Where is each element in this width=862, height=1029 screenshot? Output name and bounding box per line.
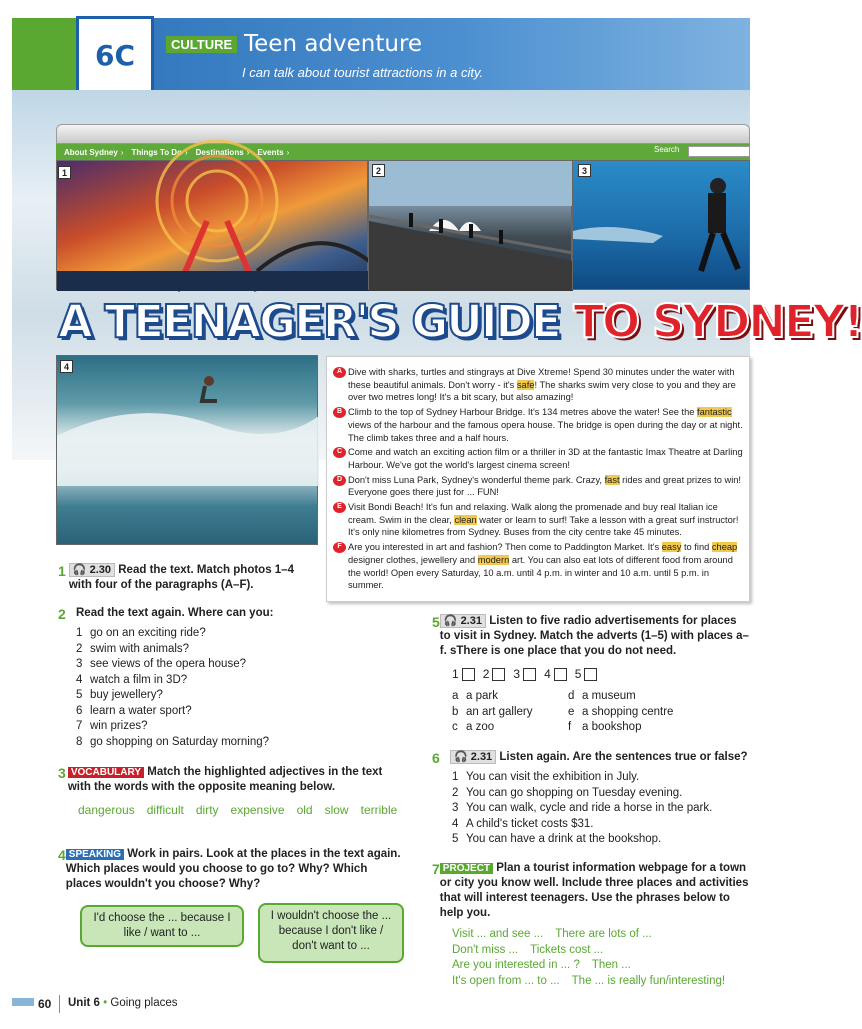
phrase: There are lots of ... xyxy=(555,928,652,940)
audio-track[interactable] xyxy=(450,750,496,764)
exercise-7 xyxy=(432,861,750,989)
paragraph-text: Don't miss Luna Park, Sydney's wonderful theme park. Crazy, fast rides and great prizes to win! Everyone goes there just for ... FUN! xyxy=(348,474,742,498)
exercise-2 xyxy=(58,606,318,750)
phrase: Are you interested in ... ? xyxy=(452,959,580,971)
item-text: You can visit the exhibition in July. xyxy=(466,771,640,783)
vocabulary-word: slow xyxy=(324,803,349,817)
surfer-illustration xyxy=(57,356,319,546)
place-text: a zoo xyxy=(466,721,495,734)
place-text: a bookshop xyxy=(582,721,642,734)
exercise-number: 1 xyxy=(58,563,66,579)
phrase-row xyxy=(452,943,750,959)
vocabulary-tag: VOCABULARY xyxy=(68,767,144,778)
item-text: watch a film in 3D? xyxy=(90,673,188,686)
photo-diver-shark xyxy=(572,160,750,290)
webpage-nav xyxy=(56,144,750,160)
places-list-right xyxy=(568,689,673,736)
place-letter: c xyxy=(452,721,458,734)
place-text: an art gallery xyxy=(466,705,533,718)
list-item xyxy=(76,673,318,689)
audio-track[interactable] xyxy=(440,614,486,628)
chevron-right-icon: › xyxy=(184,147,188,157)
item-number: 4 xyxy=(76,673,83,686)
exercise-4-instruction: Work in pairs. Look at the places in the text again. Which places would you choose to go to? Why? Which places wouldn't you choose? Why? xyxy=(65,848,401,890)
paragraph-text: Dive with sharks, turtles and stingrays at Dive Xtreme! Spend 30 minutes under the water with these beautiful animals. Don't worry - it's safe! The sharks swim very close to you and they are over two metres long! It's a bit scary, but also amazing! xyxy=(348,367,736,403)
header-green-stripe xyxy=(12,18,76,90)
place-option xyxy=(568,720,673,736)
item-number: 4 xyxy=(452,817,459,830)
place-option xyxy=(452,705,568,721)
paragraph-letter: F xyxy=(333,542,346,553)
paragraph-letter: D xyxy=(333,475,346,486)
item-number: 3 xyxy=(76,658,83,670)
audio-track[interactable] xyxy=(69,563,115,577)
answer-number: 1 xyxy=(452,667,459,681)
list-item xyxy=(76,735,318,751)
exercise-3-instruction: Match the highlighted adjectives in the text with the words with the opposite meaning below. xyxy=(67,766,383,793)
phrase-row xyxy=(452,927,750,943)
luna-park-illustration xyxy=(57,161,369,291)
phrase: Tickets cost ... xyxy=(530,943,604,956)
exercise-5 xyxy=(432,614,750,736)
item-number: 2 xyxy=(76,642,83,655)
vocabulary-word: dangerous xyxy=(78,803,135,817)
photo-number-4: 4 xyxy=(60,360,73,373)
list-item xyxy=(452,832,750,848)
place-option xyxy=(568,689,673,705)
answer-number: 2 xyxy=(482,667,490,681)
footer-divider xyxy=(59,995,60,1013)
answer-box[interactable] xyxy=(492,668,505,681)
place-option xyxy=(452,689,568,705)
paragraph-text: Visit Bondi Beach! It's fun and relaxing. Walk along the promenade and buy real Italian ice cream. Swim in the clear, clean water or learn to surf! Take a lesson with a great surf instructor! It's only nine kilometres from Sydney. Buses from the city centre take 45 minutes. xyxy=(348,502,739,538)
item-text: You can have a drink at the bookshop. xyxy=(466,833,662,845)
highlighted-adjective: safe xyxy=(516,379,535,390)
exercise-number: 7 xyxy=(432,861,440,877)
phrase: Then ... xyxy=(591,959,631,971)
search-input[interactable] xyxy=(688,146,750,157)
answer-box[interactable] xyxy=(554,668,567,681)
item-text: win prizes? xyxy=(90,720,148,732)
list-item xyxy=(76,626,318,642)
item-number: 6 xyxy=(76,704,83,717)
phrase-row xyxy=(452,958,750,974)
answer-number: 3 xyxy=(513,667,521,681)
paragraph-b xyxy=(333,406,743,444)
guide-title-white: A TEENAGER'S GUIDE xyxy=(58,295,560,348)
guide-title xyxy=(58,292,862,352)
place-letter: e xyxy=(568,705,575,718)
photo-number-1: 1 xyxy=(58,166,71,179)
exercise-number: 5 xyxy=(432,614,440,630)
answer-boxes xyxy=(452,667,750,681)
item-number: 8 xyxy=(76,735,83,748)
phrase: The ... is really fun/interesting! xyxy=(571,974,726,987)
vocabulary-words xyxy=(78,801,398,819)
exercise-1 xyxy=(58,563,318,593)
exercise-6 xyxy=(432,750,750,848)
exercise-5-instruction: Listen to five radio advertisements for places to visit in Sydney. Match the adverts (1–5) with places a–f. sThere is one place that you do not need. xyxy=(439,615,749,657)
answer-box[interactable] xyxy=(462,668,475,681)
list-item xyxy=(76,688,318,704)
project-tag: PROJECT xyxy=(440,863,493,874)
speech-bubble-1: I'd choose the ... because I like / want to ... xyxy=(80,905,244,947)
phrase: It's open from ... to ... xyxy=(452,974,560,987)
chevron-right-icon: › xyxy=(246,147,250,157)
page-subtitle: I can talk about tourist attractions in a city. xyxy=(242,65,484,80)
exercise-4 xyxy=(58,847,403,892)
place-letter: b xyxy=(452,705,459,718)
item-text: You can go shopping on Tuesday evening. xyxy=(466,786,683,799)
item-text: see views of the opera house? xyxy=(90,658,246,670)
paragraph-text: Are you interested in art and fashion? Then come to Paddington Market. It's easy to find cheap designer clothes, jewellery and modern art. You can also eat lots of different food from around the world! Open every Saturday, 10 a.m. until 4 p.m. in winter and 10 a.m. until 5 p.m. in summer. xyxy=(348,542,738,591)
speech-bubble-2: I wouldn't choose the ... because I don't like / don't want to ... xyxy=(258,903,404,963)
exercise-1-text xyxy=(69,563,318,593)
place-option xyxy=(568,705,673,721)
phrase: Visit ... and see ... xyxy=(452,928,544,940)
vocabulary-word: dirty xyxy=(195,803,219,817)
place-letter: f xyxy=(568,721,572,734)
highlighted-adjective: fantastic xyxy=(697,407,732,418)
photo-surfer xyxy=(56,355,318,545)
paragraph-d xyxy=(333,474,743,499)
footer-bar xyxy=(12,998,34,1006)
photo-harbour-bridge xyxy=(368,160,572,290)
exercise-3 xyxy=(58,765,398,819)
list-item xyxy=(452,786,750,802)
item-text: learn a water sport? xyxy=(90,704,192,717)
item-text: buy jewellery? xyxy=(90,689,163,701)
highlighted-adjective: modern xyxy=(477,554,510,565)
useful-phrases xyxy=(452,927,750,989)
item-number: 2 xyxy=(452,786,459,799)
list-item xyxy=(452,770,750,786)
photo-number-2: 2 xyxy=(372,164,385,177)
item-text: go shopping on Saturday morning? xyxy=(90,735,270,748)
place-text: a museum xyxy=(582,690,636,703)
paragraph-letter: E xyxy=(333,502,346,513)
unit-section: Going places xyxy=(110,997,178,1009)
paragraph-text: Climb to the top of Sydney Harbour Bridge. It's 134 metres above the water! See the fantastic views of the harbour and the famous opera house. The bridge is open during the day or at night. The climb takes three and a half hours. xyxy=(348,407,743,443)
vocabulary-word: old xyxy=(296,803,313,817)
page-number: 60 xyxy=(38,997,52,1011)
exercise-2-list xyxy=(76,626,318,750)
unit-label: Unit 6 xyxy=(68,997,100,1009)
chevron-right-icon: › xyxy=(120,147,124,157)
item-text: A child's ticket costs $31. xyxy=(466,817,594,830)
item-number: 5 xyxy=(452,833,459,845)
item-number: 5 xyxy=(76,689,83,701)
browser-frame xyxy=(56,124,750,144)
list-item xyxy=(452,817,750,833)
item-text: You can walk, cycle and ride a horse in the park. xyxy=(466,802,713,814)
exercise-6-list xyxy=(452,770,750,848)
paragraph-letter: C xyxy=(333,447,346,458)
list-item xyxy=(76,657,318,673)
photo-luna-park xyxy=(56,160,368,290)
guide-title-red: TO SYDNEY! xyxy=(573,295,862,348)
page-title: Teen adventure xyxy=(244,31,423,57)
paragraph-c xyxy=(333,446,743,471)
exercise-number: 3 xyxy=(58,765,66,781)
vocabulary-word: difficult xyxy=(146,803,184,817)
highlighted-adjective: easy xyxy=(661,542,682,553)
diver-illustration xyxy=(573,161,751,291)
phrase: Don't miss ... xyxy=(452,943,519,956)
place-text: a shopping centre xyxy=(582,705,674,718)
places-list-left xyxy=(452,689,568,736)
item-number: 1 xyxy=(76,627,83,639)
footer-unit xyxy=(68,997,178,1009)
headphones-icon: 🎧 xyxy=(72,564,87,576)
paragraphs-box xyxy=(326,356,750,602)
exercise-number: 6 xyxy=(432,750,440,766)
vocabulary-word: terrible xyxy=(360,803,398,817)
lesson-number xyxy=(76,16,154,94)
answer-box[interactable] xyxy=(523,668,536,681)
place-option xyxy=(452,720,568,736)
answer-number: 5 xyxy=(574,667,582,681)
audio-track-number: 2.30 xyxy=(89,564,112,576)
lesson-label: 6C xyxy=(94,38,136,72)
list-item xyxy=(76,719,318,735)
list-item xyxy=(76,704,318,720)
nav-things-to-do[interactable]: Things To Do xyxy=(131,147,182,157)
footer-bullet: • xyxy=(103,997,108,1009)
harbour-bridge-illustration xyxy=(369,161,573,291)
vocabulary-word: expensive xyxy=(230,803,285,817)
audio-track-number: 2.31 xyxy=(460,615,482,627)
place-letter: d xyxy=(568,690,575,703)
headphones-icon: 🎧 xyxy=(454,751,468,763)
exercise-2-instruction: Read the text again. Where can you: xyxy=(76,607,274,619)
exercise-number: 2 xyxy=(58,606,66,622)
search-label: Search xyxy=(654,145,680,154)
speaking-tag: SPEAKING xyxy=(66,849,124,860)
exercise-6-instruction: Listen again. Are the sentences true or false? xyxy=(499,751,748,763)
chevron-right-icon: › xyxy=(286,147,290,157)
answer-number: 4 xyxy=(544,667,551,681)
highlighted-adjective: cheap xyxy=(711,542,738,553)
place-text: a park xyxy=(466,690,498,703)
phrase-row xyxy=(452,974,750,990)
paragraph-f xyxy=(333,541,743,592)
audio-track-number: 2.31 xyxy=(470,751,493,763)
item-number: 7 xyxy=(76,720,83,732)
paragraph-a xyxy=(333,366,743,404)
place-letter: a xyxy=(452,690,459,703)
item-number: 3 xyxy=(452,802,459,814)
highlighted-adjective: fast xyxy=(604,474,620,485)
paragraph-letter: A xyxy=(333,367,346,378)
exercise-number: 4 xyxy=(58,847,66,863)
paragraph-e xyxy=(333,501,743,539)
item-text: go on an exciting ride? xyxy=(90,627,206,639)
highlighted-adjective: clean xyxy=(454,514,477,525)
answer-box[interactable] xyxy=(584,668,597,681)
nav-about-sydney[interactable]: About Sydney xyxy=(64,147,118,157)
nav-events[interactable]: Events xyxy=(257,147,284,157)
exercise-1-instruction: Read the text. Match photos 1–4 with four of the paragraphs (A–F). xyxy=(68,564,294,591)
list-item xyxy=(76,642,318,658)
list-item xyxy=(452,801,750,817)
headphones-icon: 🎧 xyxy=(443,615,458,627)
culture-tag: CULTURE xyxy=(166,36,237,53)
exercise-7-instruction: Plan a tourist information webpage for a town or city you know well. Include three places and activities that will interest teenagers. Use the phrases below to help you. xyxy=(439,862,749,919)
photo-number-3: 3 xyxy=(578,164,591,177)
paragraph-text: Come and watch an exciting action film or a thriller in 3D at the fantastic Imax Theatre at Darling Harbour. We've got the world's largest cinema screen! xyxy=(348,447,743,470)
item-text: swim with animals? xyxy=(90,642,190,655)
paragraph-letter: B xyxy=(333,407,346,418)
item-number: 1 xyxy=(452,771,459,783)
nav-destinations[interactable]: Destinations xyxy=(195,147,244,157)
